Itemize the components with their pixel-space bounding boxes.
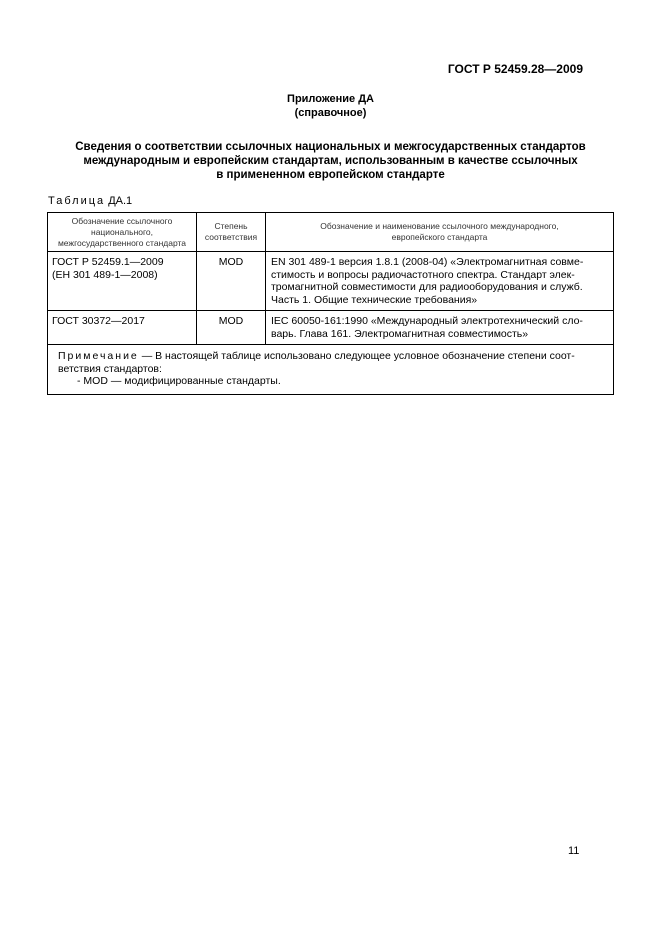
reference-text: Часть 1. Общие технические требования» [271,293,478,306]
column-header-designation [48,213,197,252]
appendix-subtitle: (справочное) [294,107,367,119]
header-text: соответствия [204,232,258,242]
cell-designation [48,252,197,311]
header-text: Обозначение ссылочного [71,215,173,226]
reference-text: EN 301 489-1 версия 1.8.1 (2008-04) «Электромагнитная совме- [271,256,584,268]
table-caption-label: Таблица [48,195,106,207]
designation-text: ГОСТ Р 52459.1—2009 [52,256,164,268]
table-header-row [48,213,614,252]
header-text: европейского стандарта [391,232,488,242]
page-number: 11 [568,845,580,857]
table-caption [48,195,132,207]
note-line [58,350,607,363]
header-text: Степень [214,221,248,231]
table-caption-number: ДА.1 [108,195,133,207]
cell-reference [266,252,614,311]
document-title-line: Сведения о соответствии ссылочных национальных и межгосударственных стандартов [75,141,586,153]
cell-reference [266,311,614,345]
document-title-line: международным и европейским стандартам, использованным в качестве ссылочных [83,155,578,167]
note-label: Примечание [58,350,139,362]
table-row [48,252,614,311]
reference-text: варь. Глава 161. Электромагнитная совместимость» [271,327,529,340]
header-text: Обозначение и наименование ссылочного международного, [320,221,559,231]
reference-text: тромагнитной совместимости для радиооборудования и служб. [271,281,583,293]
note-text: — В настоящей таблице использовано следующее условное обозначение степени соот- [138,350,575,362]
designation-text: (ЕН 301 489-1—2008) [52,268,158,281]
header-text: национального, [91,226,153,237]
table-note-row [48,345,614,395]
appendix-title: Приложение ДА [287,93,374,105]
table-row [48,311,614,345]
column-header-reference [266,213,614,252]
correspondence-table [47,212,614,395]
header-text: межгосударственного стандарта [57,237,187,248]
column-header-degree [197,213,266,252]
note-line: ветствия стандартов: [58,362,162,375]
standard-number: ГОСТ Р 52459.28—2009 [447,62,583,76]
designation-text: ГОСТ 30372—2017 [52,315,145,327]
table-note [48,345,614,395]
document-title-line: в примененном европейском стандарте [216,169,445,181]
cell-degree: MOD [197,311,266,345]
cell-degree: MOD [197,252,266,311]
reference-text: IEC 60050-161:1990 «Международный электротехнический сло- [271,315,583,327]
note-line: - MOD — модифицированные стандарты. [77,375,281,387]
cell-designation [48,311,197,345]
reference-text: стимость и вопросы радиочастотного спектра. Стандарт элек- [271,268,575,281]
document-title [48,140,613,182]
